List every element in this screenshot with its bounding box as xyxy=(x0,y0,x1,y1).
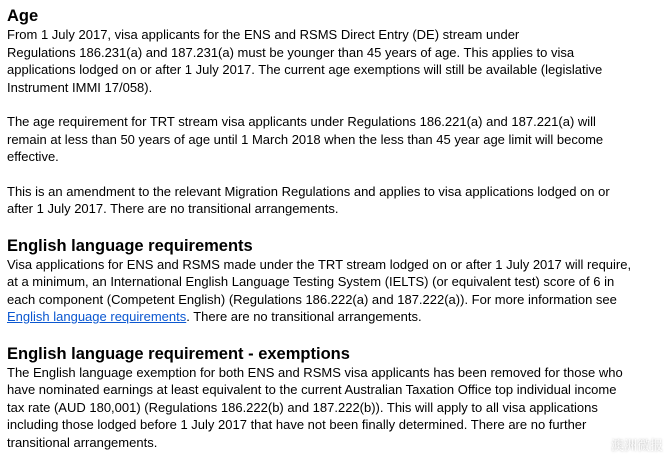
text-line: The age requirement for TRT stream visa applicants under Regulations 186.221(a) and 187.221(a) will xyxy=(7,114,596,129)
watermark xyxy=(589,435,663,454)
section-heading-age: Age xyxy=(7,7,39,25)
text-line: tax rate (AUD 180,001) (Regulations 186.222(b) and 187.222(b)). This will apply to all visa applications xyxy=(7,399,598,415)
text-line: at a minimum, an International English Language Testing System (IELTS) (or equivalent test) score of 6 in xyxy=(7,274,615,289)
text-line: transitional arrangements. xyxy=(7,434,158,450)
section-heading-english: English language requirements xyxy=(7,236,253,255)
spacer xyxy=(7,166,662,183)
link-trailing-text: . There are no transitional arrangements. xyxy=(186,309,422,324)
text-line xyxy=(7,308,662,326)
wechat-icon xyxy=(589,437,607,452)
text-line: From 1 July 2017, visa applicants for the ENS and RSMS Direct Entry (DE) stream under xyxy=(7,27,520,42)
section-heading-exemptions: English language requirement - exemptions xyxy=(7,344,350,363)
text-line: have nominated earnings at least equivalent to the current Australian Taxation Office top individual income xyxy=(7,382,617,397)
text-line: Regulations 186.231(a) and 187.231(a) must be younger than 45 years of age. This applies to visa xyxy=(7,44,575,60)
exemptions-paragraph xyxy=(7,364,662,452)
text-line: after 1 July 2017. There are no transitional arrangements. xyxy=(7,201,339,216)
age-paragraph-3 xyxy=(7,183,662,218)
spacer xyxy=(7,326,662,344)
document-page xyxy=(7,6,662,451)
text-line: effective. xyxy=(7,149,59,164)
text-line: including those lodged before 1 July 2017 that have not been finally determined. There are no further xyxy=(7,417,587,432)
text-line: The English language exemption for both ENS and RSMS visa applicants has been removed for those who xyxy=(7,364,623,380)
english-requirements-link[interactable]: English language requirements xyxy=(7,309,187,324)
text-line: each component (Competent English) (Regulations 186.222(a) and 187.222(a)). For more information see xyxy=(7,291,617,307)
text-line: This is an amendment to the relevant Migration Regulations and applies to visa applications lodged on or xyxy=(7,183,610,199)
age-paragraph-1 xyxy=(7,26,662,96)
english-paragraph xyxy=(7,256,662,326)
spacer xyxy=(7,218,662,236)
watermark-text: 澳洲微报 xyxy=(610,439,663,454)
text-line: applications lodged on or after 1 July 2017. The current age exemptions will still be available (legislative xyxy=(7,62,603,77)
text-line: remain at less than 50 years of age until 1 March 2018 when the less than 45 year age limit will become xyxy=(7,131,604,147)
spacer xyxy=(7,96,662,113)
text-line: Instrument IMMI 17/058). xyxy=(7,79,153,95)
age-paragraph-2 xyxy=(7,113,662,166)
text-line: Visa applications for ENS and RSMS made under the TRT stream lodged on or after 1 July 2017 will require, xyxy=(7,256,632,272)
